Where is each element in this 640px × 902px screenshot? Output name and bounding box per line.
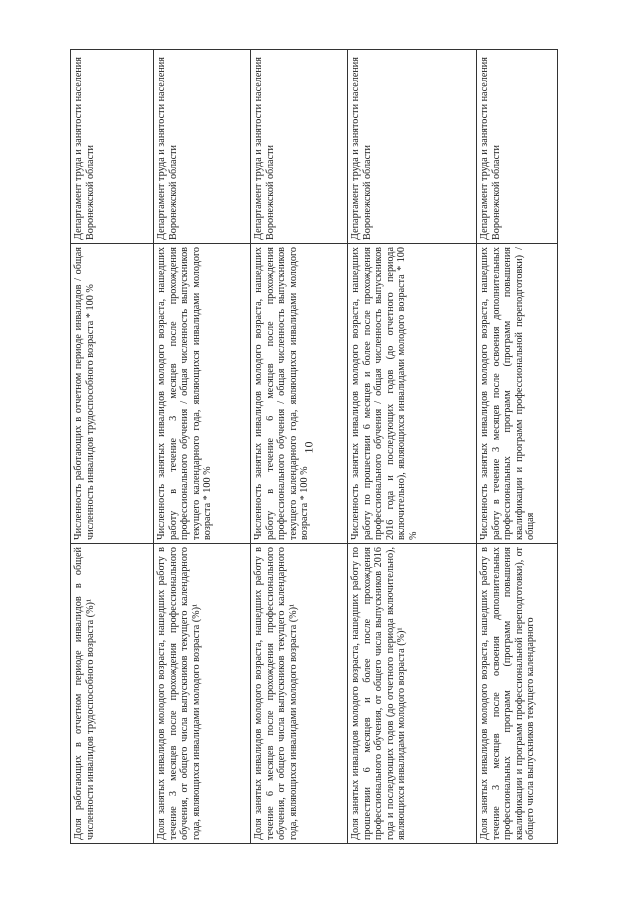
indicators-table-container <box>70 50 542 844</box>
formula-cell: Численность работающих в отчетном периоде инвалидов / общая численность инвалидов трудоспособного возраста * 100 % <box>71 244 154 544</box>
formula-cell: Численность занятых инвалидов молодого возраста, нашедших работу в течение 3 месяцев после освоения дополнительных профессиональных программ (программ повышения квалификации и программ профессиональной переподготовки) / общая <box>477 244 558 544</box>
table-row <box>477 50 558 844</box>
source-cell: Департамент труда и занятости населения Воронежской области <box>348 50 477 244</box>
table-row <box>251 50 348 844</box>
source-cell: Департамент труда и занятости населения Воронежской области <box>71 50 154 244</box>
source-cell: Департамент труда и занятости населения Воронежской области <box>154 50 251 244</box>
source-cell: Департамент труда и занятости населения Воронежской области <box>251 50 348 244</box>
table-row <box>71 50 154 844</box>
table-row <box>154 50 251 844</box>
indicator-cell: Доля занятых инвалидов молодого возраста, нашедших работу в течение 3 месяцев после прохождения профессионального обучения, от общего числа выпускников текущего календарного года, являющихся инвалидами молодого возраста (%)¹ <box>154 544 251 844</box>
page-number: 10 <box>301 441 316 454</box>
indicator-cell: Доля работающих в отчетном периоде инвалидов в общей численности инвалидов трудоспособного возраста (%)¹ <box>71 544 154 844</box>
formula-cell: Численность занятых инвалидов молодого возраста, нашедших работу в течение 6 месяцев после прохождения профессионального обучения / общая численность выпускников текущего календарного года, являющихся инвалидами молодого возраста * 100 % <box>251 244 348 544</box>
indicator-cell: Доля занятых инвалидов молодого возраста, нашедших работу в течение 3 месяцев после освоения дополнительных профессиональных программ (программ повышения квалификации и программ профессиональной переподготовки), от общего числа выпускников текущего календарного <box>477 544 558 844</box>
indicator-cell: Доля занятых инвалидов молодого возраста, нашедших работу по прошествии 6 месяцев и более после прохождения профессионального обучения, от общего числа выпускников 2016 года и последующих годов (до отчетного периода включительно), являющихся инвалидами молодого возраста (%)¹ <box>348 544 477 844</box>
source-cell: Департамент труда и занятости населения Воронежской области <box>477 50 558 244</box>
indicators-table <box>70 49 558 844</box>
formula-cell: Численность занятых инвалидов молодого возраста, нашедших работу в течение 3 месяцев после прохождения профессионального обучения / общая численность выпускников текущего календарного года, являющихся инвалидами молодого возраста * 100 % <box>154 244 251 544</box>
indicator-cell: Доля занятых инвалидов молодого возраста, нашедших работу в течение 6 месяцев после прохождения профессионального обучения, от общего числа выпускников текущего календарного года, являющихся инвалидами молодого возраста (%)¹ <box>251 544 348 844</box>
formula-cell: Численность занятых инвалидов молодого возраста, нашедших работу по прошествии 6 месяцев и более после прохождения профессионального обучения / общая численность выпускников 2016 года и последующих годов (до отчетного периода включительно), являющихся инвалидами молодого возраста * 100 % <box>348 244 477 544</box>
table-row <box>348 50 477 844</box>
